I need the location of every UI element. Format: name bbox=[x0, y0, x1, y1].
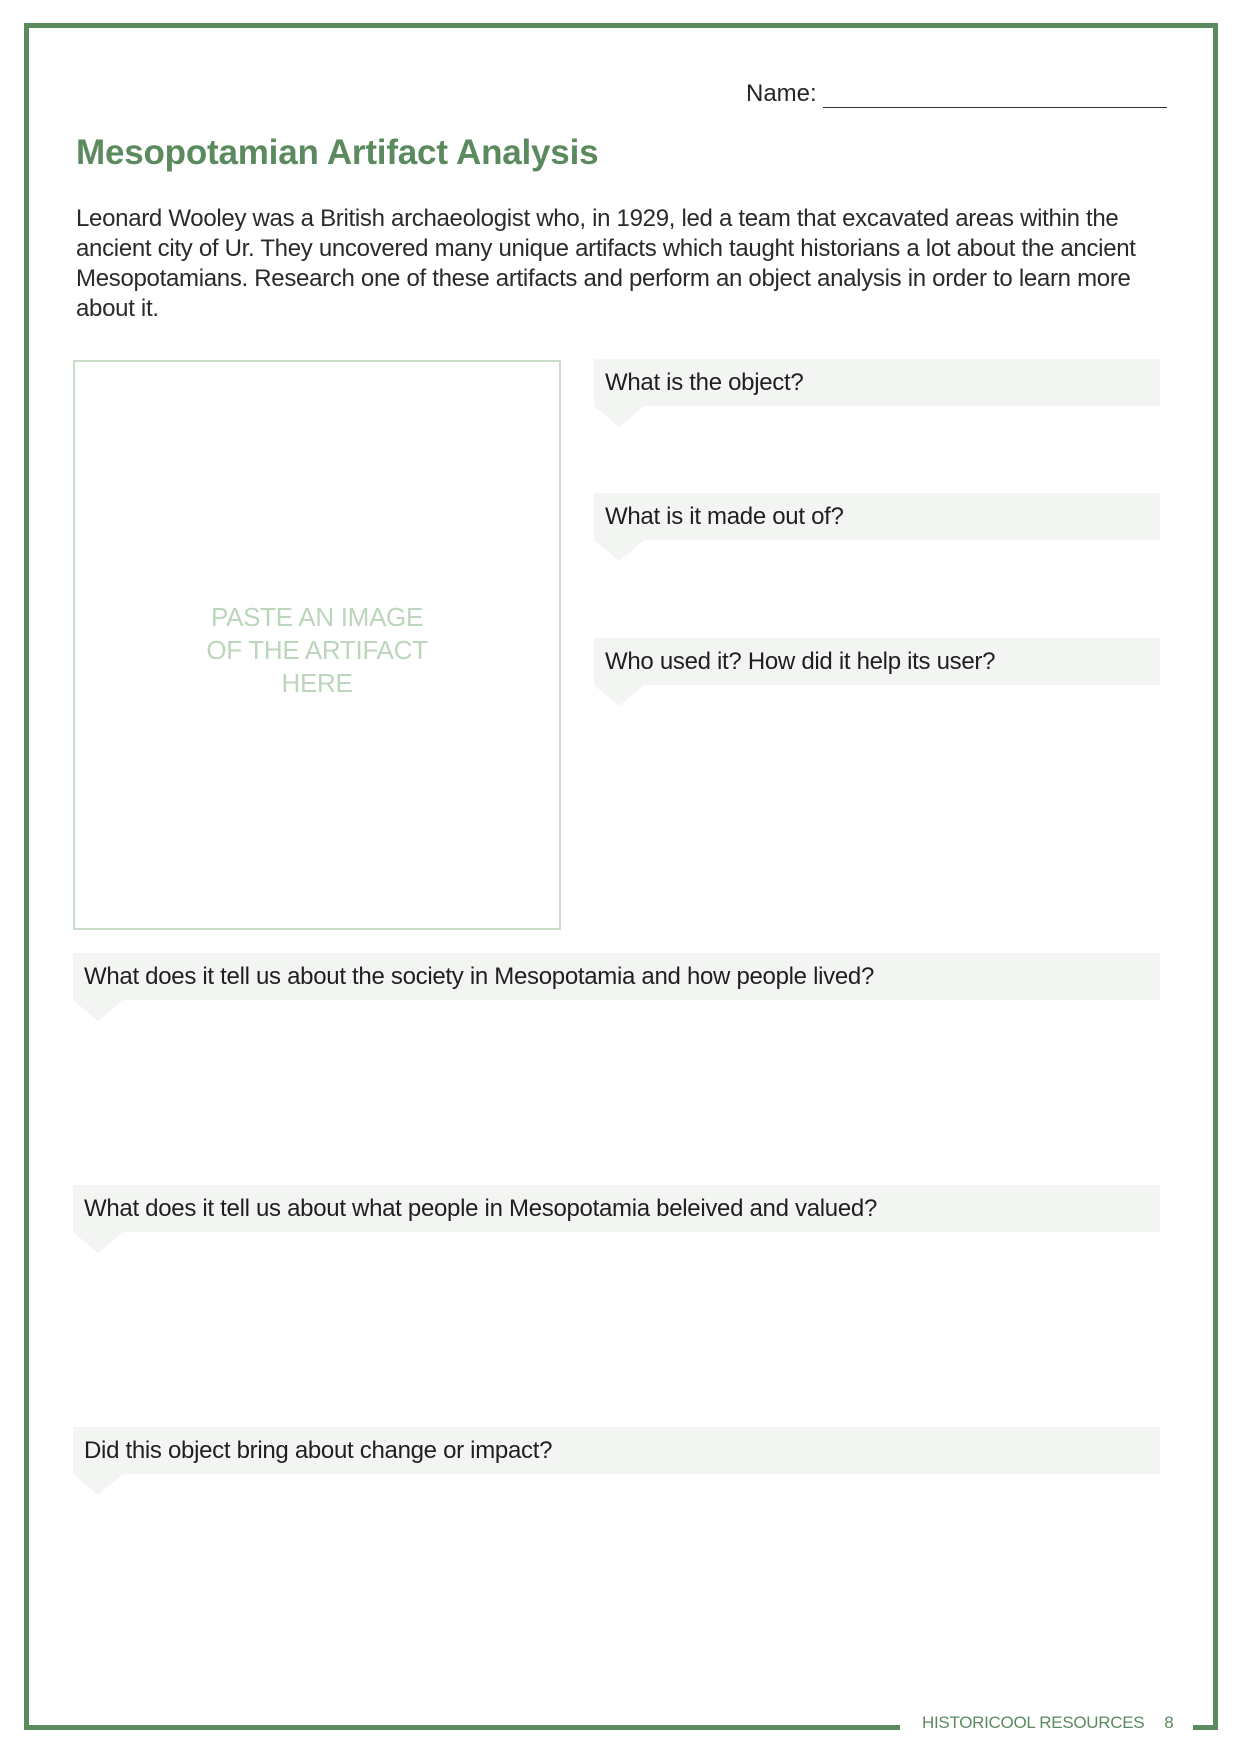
question-user: Who used it? How did it help its user? bbox=[594, 638, 1160, 685]
placeholder-line-3: HERE bbox=[281, 667, 353, 698]
frame-border-bottom-end bbox=[1193, 1725, 1218, 1730]
image-placeholder-text bbox=[187, 601, 447, 700]
placeholder-line-1: PASTE AN IMAGE bbox=[210, 601, 424, 632]
frame-border-top bbox=[24, 23, 1218, 28]
name-input-line[interactable] bbox=[823, 82, 1167, 108]
artifact-image-box[interactable] bbox=[73, 360, 561, 930]
page-footer bbox=[922, 1711, 1173, 1735]
name-label: Name: bbox=[746, 80, 817, 107]
name-field bbox=[746, 80, 1167, 108]
question-material: What is it made out of? bbox=[594, 493, 1160, 540]
footer-brand: HISTORICOOL RESOURCES bbox=[922, 1713, 1145, 1732]
frame-border-right bbox=[1213, 23, 1218, 1730]
question-object: What is the object? bbox=[594, 359, 1160, 406]
question-impact: Did this object bring about change or impact? bbox=[73, 1427, 1160, 1474]
page-number: 8 bbox=[1164, 1713, 1174, 1732]
question-society: What does it tell us about the society in Mesopotamia and how people lived? bbox=[73, 953, 1160, 1000]
frame-border-left bbox=[24, 23, 29, 1730]
placeholder-line-2: OF THE ARTIFACT bbox=[206, 634, 428, 665]
frame-border-bottom bbox=[24, 1725, 900, 1730]
intro-paragraph: Leonard Wooley was a British archaeologist who, in 1929, led a team that excavated areas within the ancient city of Ur. They uncovered many unique artifacts which taught historians a lot about the ancient Mesopotamians. Research one of these artifacts and perform an object analysis in order to learn more about it. bbox=[76, 205, 1136, 322]
page-title: Mesopotamian Artifact Analysis bbox=[76, 133, 599, 172]
question-beliefs: What does it tell us about what people in Mesopotamia beleived and valued? bbox=[73, 1185, 1160, 1232]
